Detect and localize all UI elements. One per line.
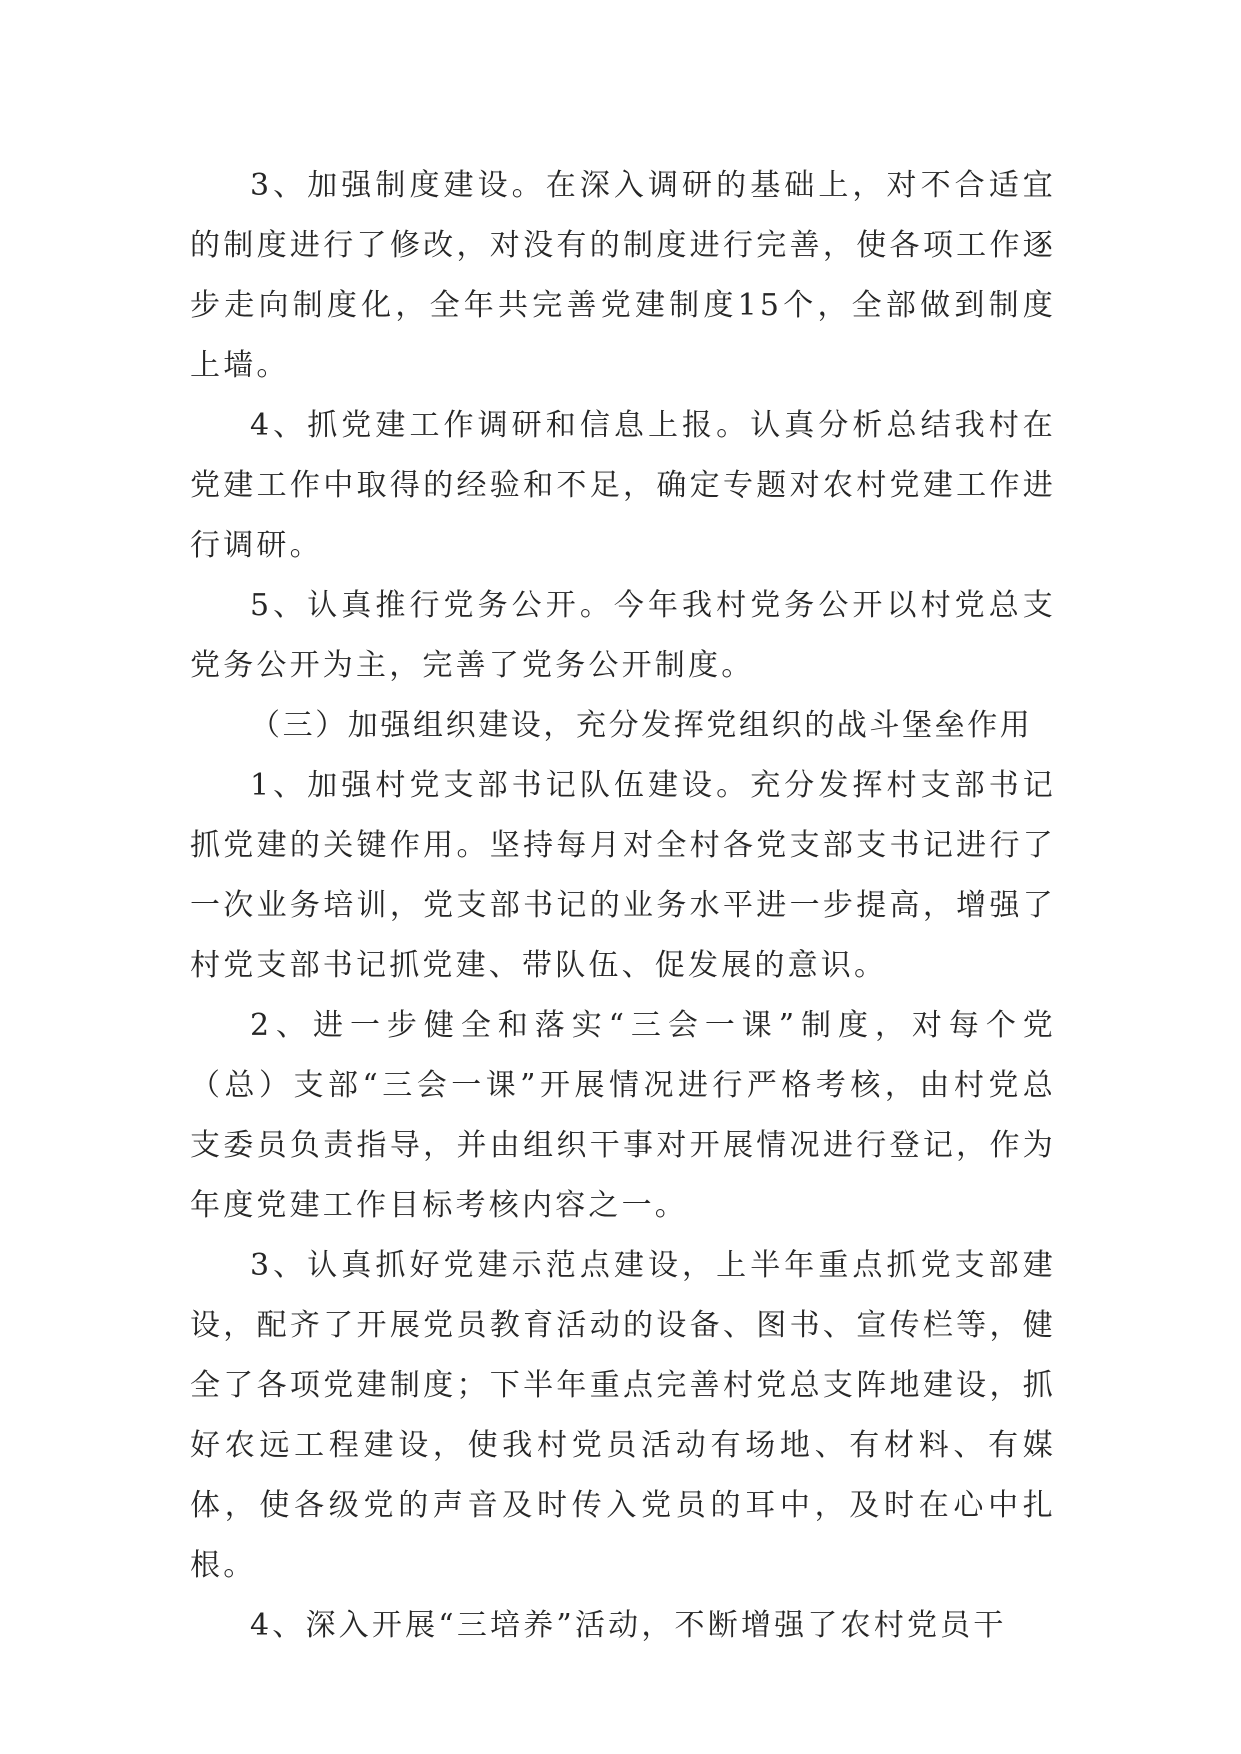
paragraph-three-meetings: 2、进一步健全和落实“三会一课”制度，对每个党（总）支部“三会一课”开展情况进行严格考核，由村党总支委员负责指导，并由组织干事对开展情况进行登记，作为年度党建工作目标考核内容之一。 [190, 1008, 1056, 1223]
paragraph-demonstration-site: 3、认真抓好党建示范点建设，上半年重点抓党支部建设，配齐了开展党员教育活动的设备、图书、宣传栏等，健全了各项党建制度；下半年重点完善村党总支阵地建设，抓好农远工程建设，使我村党员活动有场地、有材料、有媒体，使各级党的声音及时传入党员的耳中，及时在心中扎根。 [190, 1248, 1056, 1583]
paragraph-research-reporting: 4、抓党建工作调研和信息上报。认真分析总结我村在党建工作中取得的经验和不足，确定专题对农村党建工作进行调研。 [190, 408, 1056, 563]
document-body [190, 156, 1056, 1656]
paragraph-secretary-team: 1、加强村党支部书记队伍建设。充分发挥村支部书记抓党建的关键作用。坚持每月对全村各党支部支书记进行了一次业务培训，党支部书记的业务水平进一步提高，增强了村党支部书记抓党建、带队伍、促发展的意识。 [190, 768, 1056, 983]
section-heading-organization: （三）加强组织建设，充分发挥党组织的战斗堡垒作用 [250, 708, 1033, 743]
paragraph-party-affairs-openness: 5、认真推行党务公开。今年我村党务公开以村党总支党务公开为主，完善了党务公开制度。 [190, 588, 1056, 683]
paragraph-system-building: 3、加强制度建设。在深入调研的基础上，对不合适宜的制度进行了修改，对没有的制度进行完善，使各项工作逐步走向制度化，全年共完善党建制度15个，全部做到制度上墙。 [190, 168, 1056, 383]
paragraph-three-cultivations: 4、深入开展“三培养”活动，不断增强了农村党员干 [250, 1608, 1007, 1643]
